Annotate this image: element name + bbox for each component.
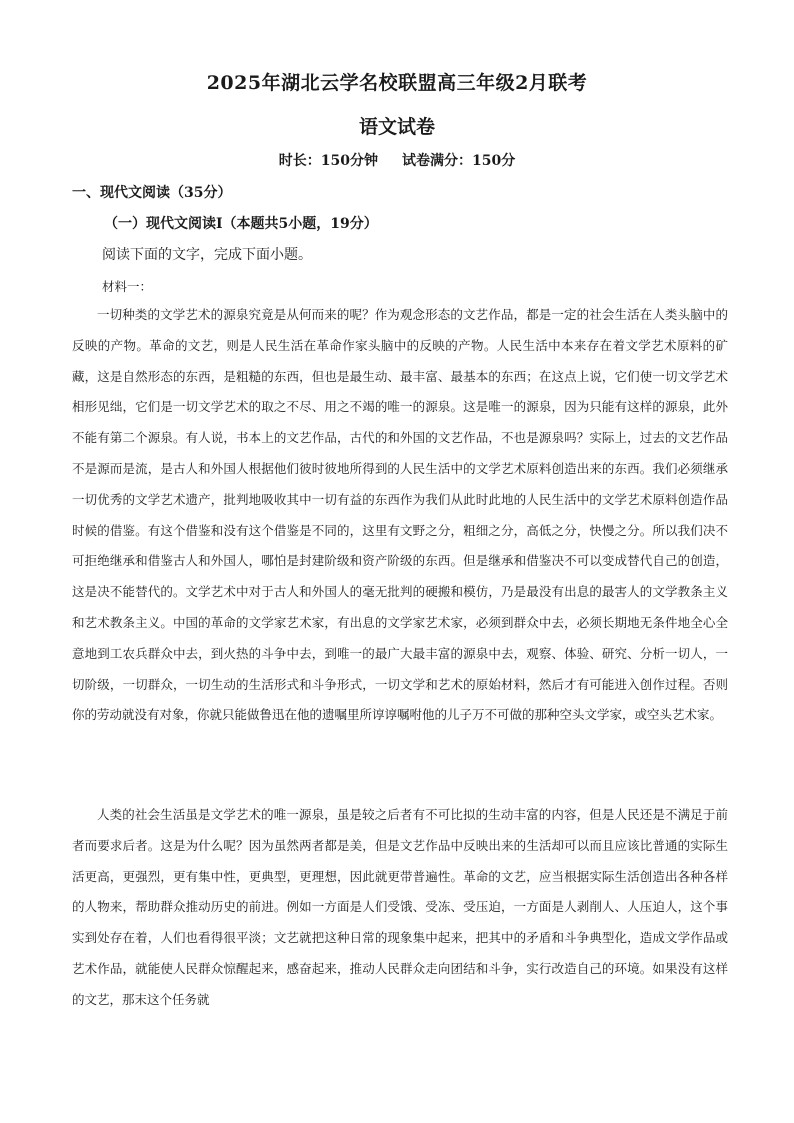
exam-meta [0,150,794,170]
exam-subtitle: 语文试卷 [358,116,435,138]
material-label: 材料一： [102,279,153,294]
paragraph: 一切种类的文学艺术的源泉究竟是从何而来的呢？作为观念形态的文艺作品，都是一定的社会生活在人类头脑中的反映的产物。革命的文艺，则是人民生活在革命作家头脑中的反映的产物。人民生活中本来存在着文学艺术原料的矿藏，这是自然形态的东西，是粗糙的东西，但也是最生动、最丰富、最基本的东西；在这点上说，它们使一切文学艺术相形见绌，它们是一切文学艺术的取之不尽、用之不竭的唯一的源泉。这是唯一的源泉，因为只能有这样的源泉，此外不能有第二个源泉。有人说，书本上的文艺作品，古代的和外国的文艺作品，不也是源泉吗？实际上，过去的文艺作品不是源而是流，是古人和外国人根据他们彼时彼地所得到的人民生活中的文学艺术原料创造出来的东西。我们必须继承一切优秀的文学艺术遗产，批判地吸收其中一切有益的东西作为我们从此时此地的人民生活中的文学艺术原料创造作品时候的借鉴。有这个借鉴和没有这个借鉴是不同的，这里有文野之分，粗细之分，高低之分，快慢之分。所以我们决不可拒绝继承和借鉴古人和外国人，哪怕是封建阶级和资产阶级的东西。但是继承和借鉴决不可以变成替代自己的创造，这是决不能替代的。文学艺术中对于古人和外国人的毫无批判的硬搬和模仿，乃是最没有出息的最害人的文学教条主义和艺术教条主义。中国的革命的文学家艺术家，有出息的文学家艺术家，必须到群众中去，必须长期地无条件地全心全意地到工农兵群众中去，到火热的斗争中去，到唯一的最广大最丰富的源泉中去，观察、体验、研究、分析一切人，一切阶级，一切群众，一切生动的生活形式和斗争形式，一切文学和艺术的原始材料，然后才有可能进入创作过程。否则你的劳动就没有对象，你就只能做鲁迅在他的遗嘱里所谆谆嘱咐他的儿子万不可做的那种空头文学家，或空头艺术家。 [72,307,728,723]
paragraph: 人类的社会生活虽是文学艺术的唯一源泉，虽是较之后者有不可比拟的生动丰富的内容，但是人民还是不满足于前者而要求后者。这是为什么呢？因为虽然两者都是美，但是文艺作品中反映出来的生活却可以而且应该比普通的实际生活更高，更强烈，更有集中性，更典型，更理想，因此就更带普遍性。革命的文艺，应当根据实际生活创造出各种各样的人物来，帮助群众推动历史的前进。例如一方面是人们受饿、受冻、受压迫，一方面是人剥削人、人压迫人，这个事实到处存在着，人们也看得很平淡；文艺就把这种日常的现象集中起来，把其中的矛盾和斗争典型化，造成文学作品或艺术作品，就能使人民群众惊醒起来，感奋起来，推动人民群众走向团结和斗争，实行改造自己的环境。如果没有这样的文艺，那末这个任务就 [72,807,728,1007]
exam-full-score: 试卷满分：150分 [402,153,516,169]
exam-title: 2025年湖北云学名校联盟高三年级2月联考 [206,72,588,94]
reading-instruction: 阅读下面的文字，完成下面小题。 [102,247,312,263]
section-heading: 一、现代文阅读（35分） [72,185,232,201]
exam-duration: 时长：150分钟 [278,153,378,169]
subsection-heading: （一）现代文阅读Ⅰ（本题共5小题，19分） [104,216,378,232]
